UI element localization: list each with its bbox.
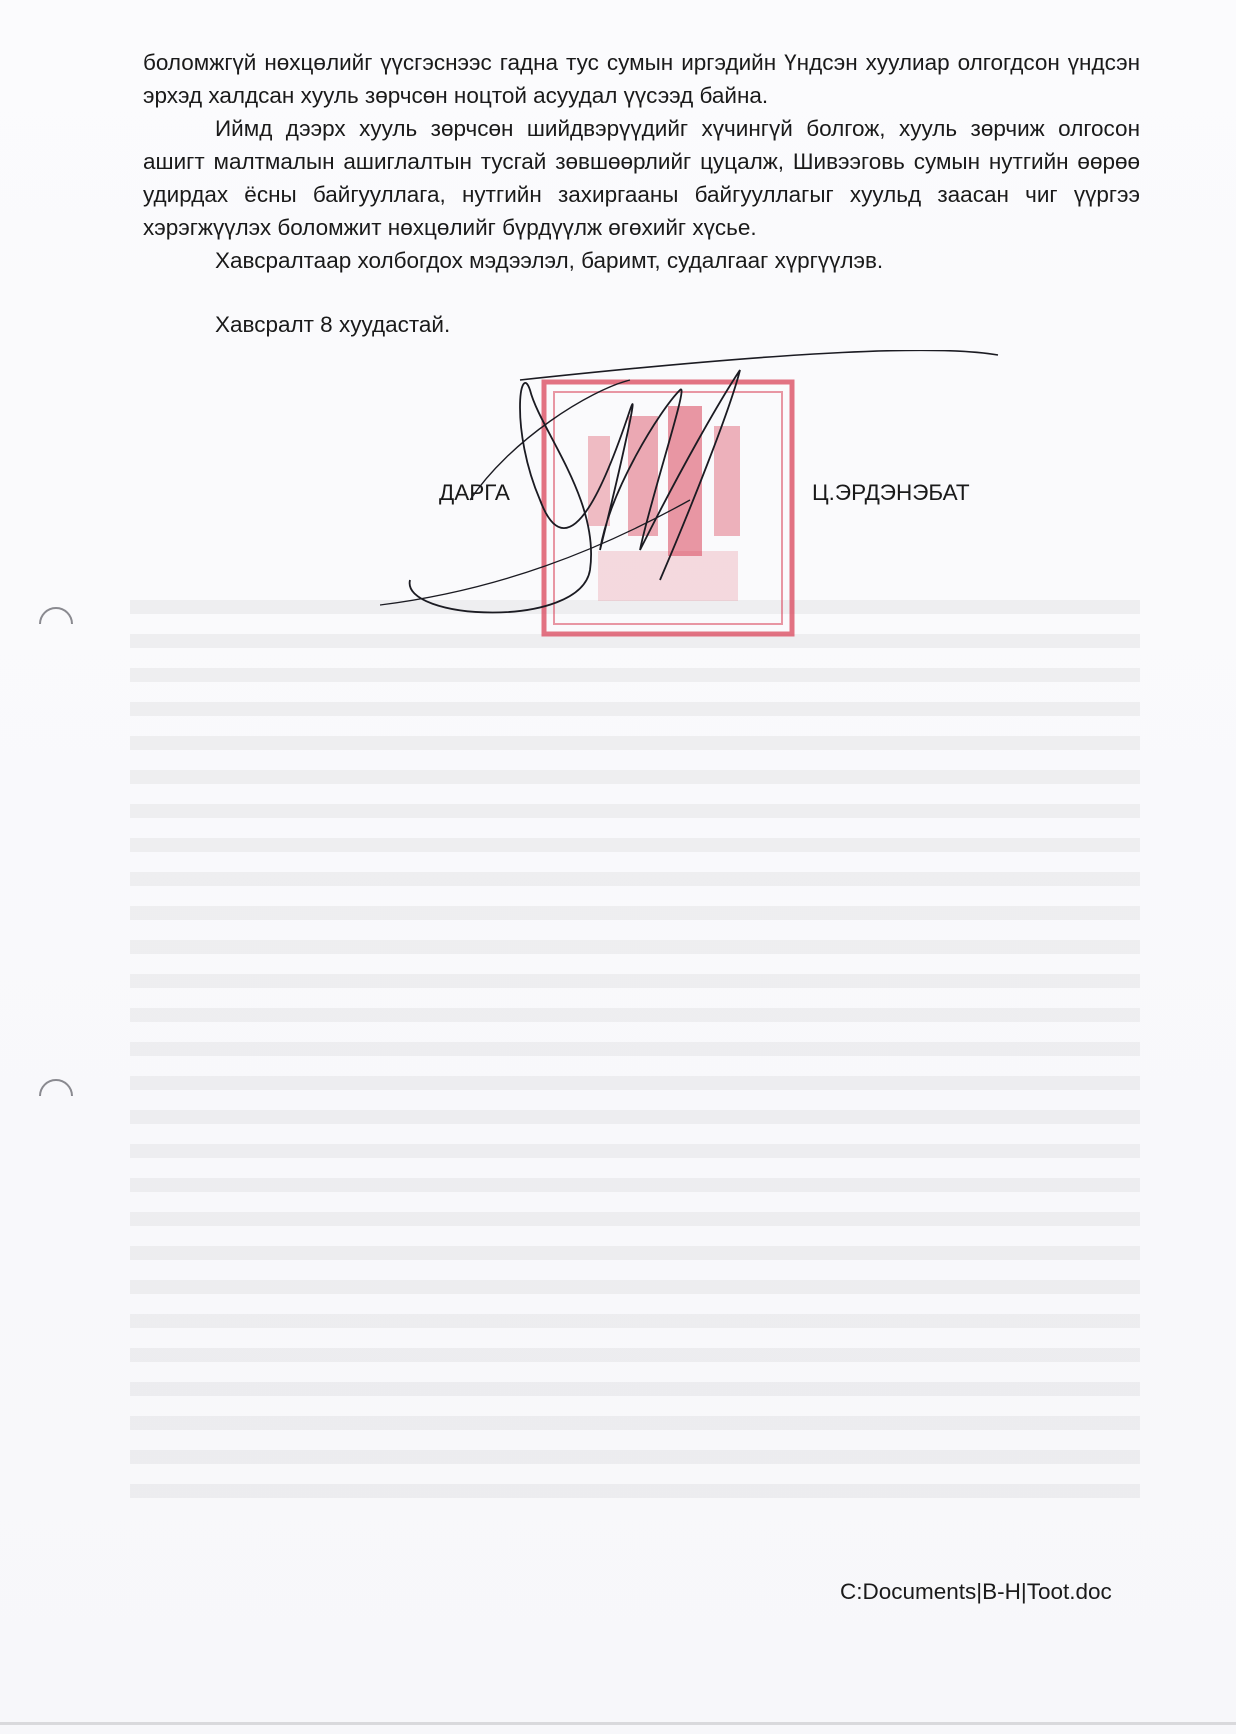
body-paragraph: боломжгүй нөхцөлийг үүсгэснээс гадна тус сумын иргэдийн Үндсэн хуулиар олгогдсон үндсэн эрхэд халдсан хууль зөрчсөн ноцтой асуудал үүсээд байна. bbox=[143, 50, 1140, 108]
bleed-through-texture bbox=[130, 600, 1140, 1500]
body-paragraph: Иймд дээрх хууль зөрчсөн шийдвэрүүдийг хүчингүй болгож, хууль зөрчиж олгосон ашигт малтмалын ашиглалтын тусгай зөвшөөрлийг цуцалж, Шивээговь сумын нутгийн өөрөө удирдах ёсны байгууллага, нутгийн захиргааны байгууллагыг хуульд заасан чиг үүргээ хэрэгжүүлэх боломжит нөхцөлийг бүрдүүлж өгөхийг хүсье. bbox=[143, 116, 1140, 240]
signatory-name: Ц.ЭРДЭНЭБАТ bbox=[812, 480, 970, 505]
punch-hole-icon bbox=[36, 1076, 76, 1116]
letter-body bbox=[143, 46, 1140, 277]
file-path-footer: C:Documents|B-H|Toot.doc bbox=[840, 1579, 1112, 1604]
signatory-role: ДАРГА bbox=[439, 480, 510, 505]
handwritten-signature bbox=[380, 350, 1000, 640]
body-paragraph: Хавсралтаар холбогдох мэдээлэл, баримт, судалгааг хүргүүлэв. bbox=[215, 248, 884, 273]
scan-edge-divider bbox=[0, 1722, 1236, 1725]
punch-hole-icon bbox=[36, 604, 76, 644]
attachment-note: Хавсралт 8 хуудастай. bbox=[215, 312, 451, 337]
